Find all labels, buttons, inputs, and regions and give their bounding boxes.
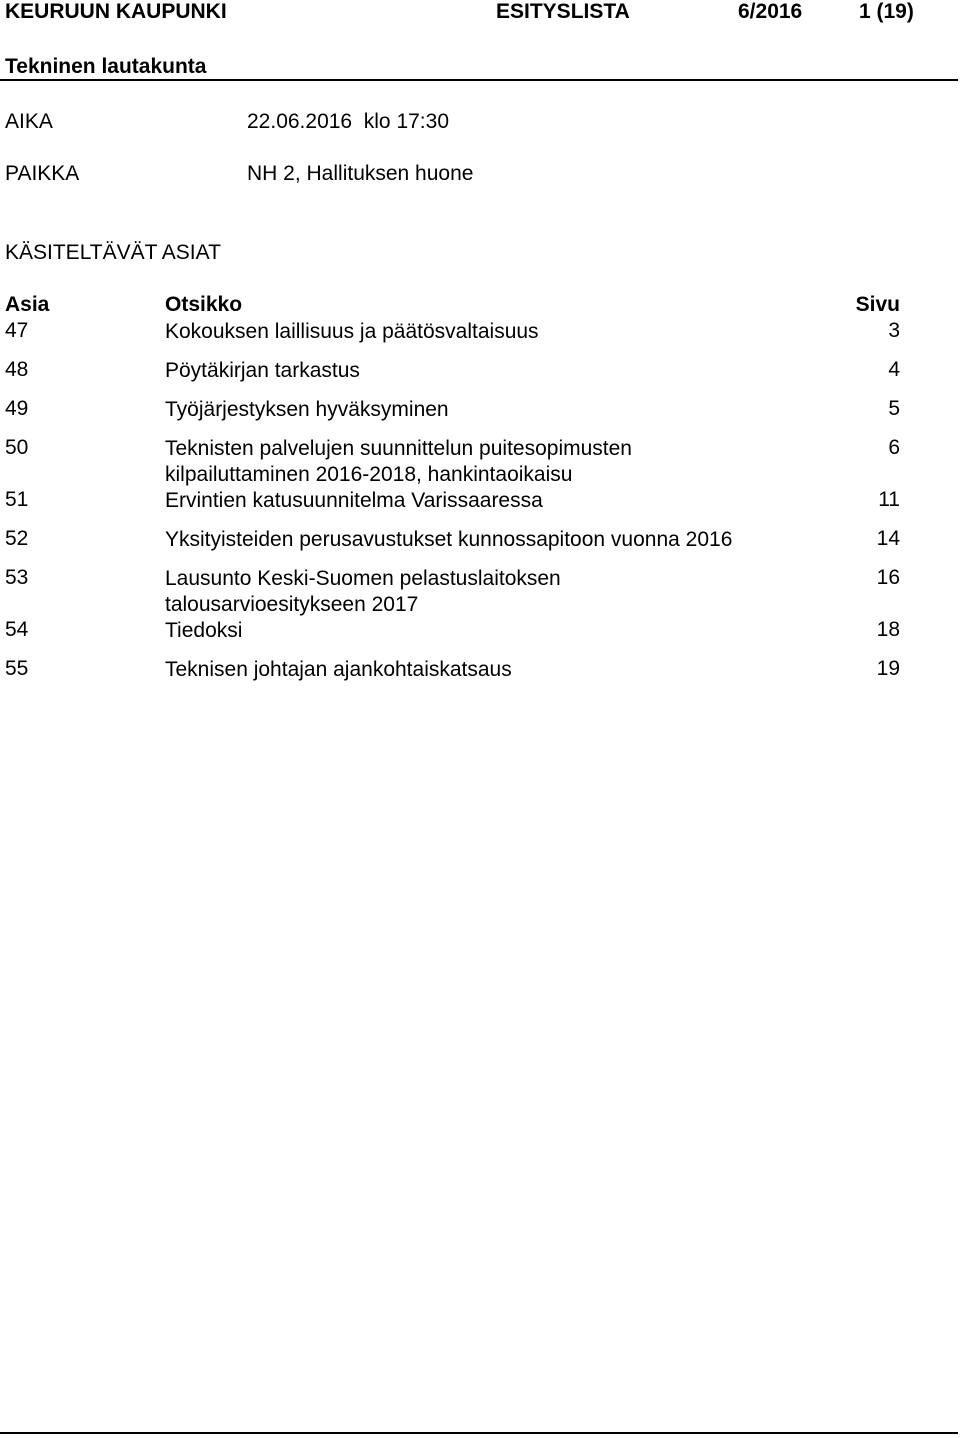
time-value: 22.06.2016 klo 17:30 <box>247 110 450 133</box>
agenda-item-page: 6 <box>888 436 900 459</box>
document-number: 6/2016 <box>738 0 803 23</box>
agenda-item-title: Työjärjestyksen hyväksyminen <box>165 398 449 421</box>
agenda-item-title: Teknisen johtajan ajankohtaiskatsaus <box>165 658 512 681</box>
agenda-item-page: 19 <box>876 657 900 680</box>
agenda-item-title: Kokouksen laillisuus ja päätösvaltaisuus <box>165 320 539 343</box>
footer-divider <box>0 1432 958 1434</box>
agenda-item-page: 18 <box>876 618 900 641</box>
agenda-item-number: 55 <box>5 657 29 680</box>
agenda-item-page: 3 <box>888 319 900 342</box>
agenda-item-page: 4 <box>888 358 900 381</box>
organization-name: KEURUUN KAUPUNKI <box>5 0 227 23</box>
agenda-item-title: Tiedoksi <box>165 619 243 642</box>
agenda-item-title: Teknisten palvelujen suunnittelun puitesopimusten kilpailuttaminen 2016-2018, hankintaoikaisu <box>165 437 632 486</box>
agenda-item-page: 14 <box>876 527 900 550</box>
agenda-item-number: 48 <box>5 358 29 381</box>
agenda-item-number: 51 <box>5 488 29 511</box>
place-label: PAIKKA <box>5 162 80 185</box>
agenda-item-number: 49 <box>5 397 29 420</box>
page-indicator: 1 (19) <box>859 0 914 23</box>
agenda-item-page: 5 <box>888 397 900 420</box>
agenda-item-title: Ervintien katusuunnitelma Varissaaressa <box>165 489 543 512</box>
committee-name: Tekninen lautakunta <box>5 55 207 78</box>
agenda-item-number: 54 <box>5 618 29 641</box>
agenda-item-number: 53 <box>5 566 29 589</box>
agenda-item-number: 52 <box>5 527 29 550</box>
agenda-item-title: Yksityisteiden perusavustukset kunnossapitoon vuonna 2016 <box>165 528 733 551</box>
document-type: ESITYSLISTA <box>496 0 630 23</box>
column-header-otsikko: Otsikko <box>165 293 243 316</box>
agenda-item-number: 50 <box>5 436 29 459</box>
section-title: KÄSITELTÄVÄT ASIAT <box>5 241 221 264</box>
column-header-asia: Asia <box>5 293 50 316</box>
agenda-item-page: 16 <box>876 566 900 589</box>
column-header-sivu: Sivu <box>855 293 900 316</box>
agenda-item-page: 11 <box>878 488 900 511</box>
agenda-item-title: Lausunto Keski-Suomen pelastuslaitoksen talousarvioesitykseen 2017 <box>165 567 561 616</box>
header-divider <box>0 79 958 81</box>
agenda-item-title: Pöytäkirjan tarkastus <box>165 359 360 382</box>
agenda-item-number: 47 <box>5 319 29 342</box>
place-value: NH 2, Hallituksen huone <box>247 162 474 185</box>
time-label: AIKA <box>5 110 53 133</box>
